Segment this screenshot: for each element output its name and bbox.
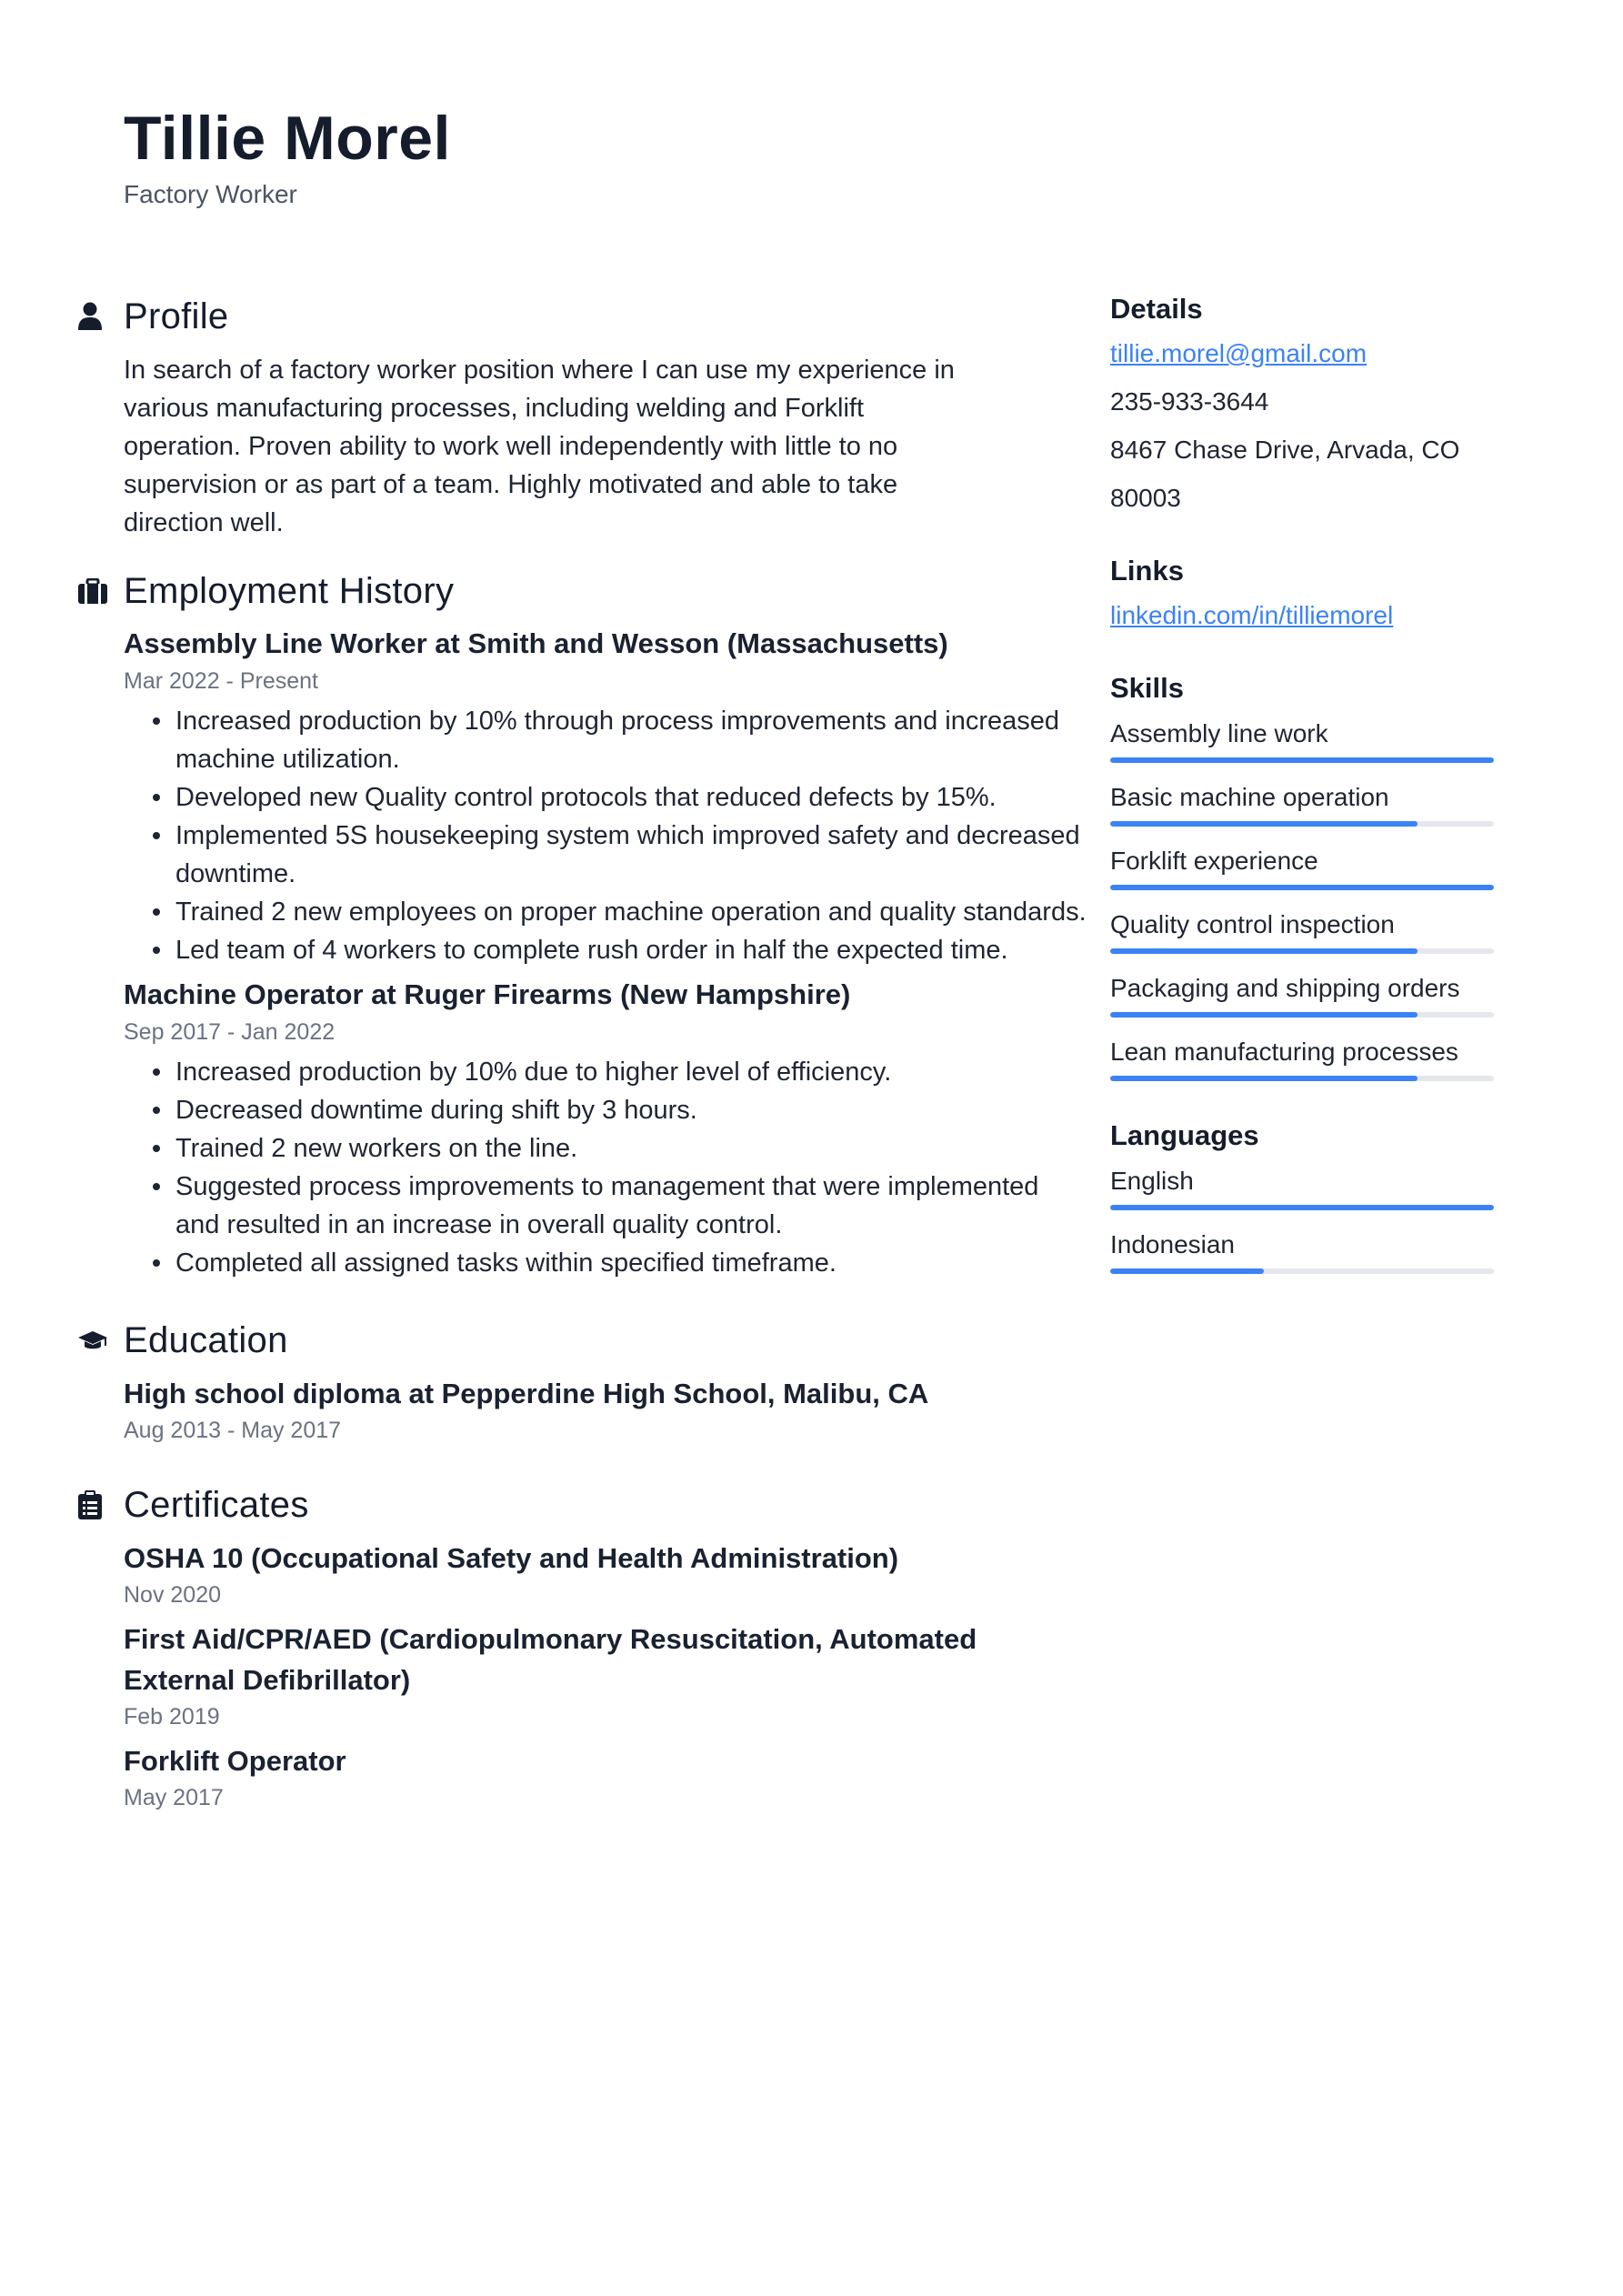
job-list — [124, 624, 1087, 1282]
certificate-title: First Aid/CPR/AED (Cardiopulmonary Resuscitation, Automated External Defibrillator) — [124, 1623, 977, 1696]
skill-label: Basic machine operation — [1110, 783, 1389, 811]
language-item — [1110, 1163, 1519, 1210]
certificate-date: Nov 2020 — [124, 1582, 222, 1608]
language-label: English — [1110, 1167, 1194, 1195]
skills-heading: Skills — [1110, 672, 1184, 704]
details-section — [1110, 289, 1519, 522]
details-heading: Details — [1110, 293, 1203, 325]
candidate-title: Factory Worker — [124, 180, 297, 208]
job-title: Machine Operator at Ruger Firearms (New Hampshire) — [124, 978, 851, 1010]
job-bullet-list — [124, 1053, 1040, 1282]
sidebar — [1110, 289, 1519, 1303]
skill-level-bar — [1110, 1076, 1494, 1081]
skill-level-bar — [1110, 948, 1494, 954]
main-column — [76, 289, 1087, 1821]
links-heading: Links — [1110, 555, 1184, 587]
job-title: Assembly Line Worker at Smith and Wesson (Massachusetts) — [124, 627, 948, 659]
skill-level-bar — [1110, 821, 1494, 827]
language-level-fill — [1110, 1205, 1494, 1210]
job-dates: Sep 2017 - Jan 2022 — [124, 1019, 336, 1045]
skill-label: Assembly line work — [1110, 719, 1328, 747]
email-link[interactable]: tillie.morel@gmail.com — [1110, 339, 1368, 367]
person-icon — [76, 302, 124, 331]
education-section — [76, 1313, 1040, 1447]
certificate-date: May 2017 — [124, 1785, 224, 1810]
candidate-name: Tillie Morel — [124, 104, 451, 173]
skill-level-bar — [1110, 885, 1494, 890]
job-bullet: Decreased downtime during shift by 3 hours. — [124, 1091, 1087, 1129]
education-heading: Education — [124, 1319, 288, 1360]
profile-section — [76, 289, 1040, 542]
address: 8467 Chase Drive, Arvada, CO 80003 — [1110, 436, 1460, 512]
job-bullet: Led team of 4 workers to complete rush order in half the expected time. — [124, 931, 1087, 969]
job-dates: Mar 2022 - Present — [124, 668, 318, 694]
skills-section — [1110, 668, 1519, 1081]
certificate-list — [124, 1538, 1040, 1814]
profile-text: In search of a factory worker position where I can use my experience in various manufacturing processes, including welding and Forklift operation. Proven ability to work well independently with little to no supervision or as part of a team. Highly motivated and able to take direction well. — [124, 356, 955, 537]
language-list — [1110, 1163, 1519, 1274]
skill-level-fill — [1110, 948, 1418, 954]
profile-heading: Profile — [124, 296, 229, 336]
skill-label: Forklift experience — [1110, 847, 1318, 875]
certificates-header — [76, 1478, 1040, 1532]
graduation-cap-icon — [76, 1329, 124, 1351]
certificate-title: OSHA 10 (Occupational Safety and Health Administration) — [124, 1542, 899, 1574]
job-bullet: Increased production by 10% due to higher level of efficiency. — [124, 1053, 1087, 1091]
job-bullet: Implemented 5S housekeeping system which improved safety and decreased downtime. — [124, 817, 1087, 893]
skill-level-bar — [1110, 757, 1494, 763]
language-item — [1110, 1227, 1519, 1274]
job-entry — [124, 624, 1087, 969]
languages-heading: Languages — [1110, 1119, 1259, 1151]
certificate-title: Forklift Operator — [124, 1745, 346, 1777]
profile-header — [76, 289, 1040, 344]
certificate-date: Feb 2019 — [124, 1704, 220, 1730]
language-level-bar — [1110, 1205, 1494, 1210]
linkedin-link[interactable]: linkedin.com/in/tilliemorel — [1110, 601, 1394, 629]
employment-section — [76, 564, 1087, 1282]
skill-item — [1110, 1034, 1519, 1081]
skill-label: Packaging and shipping orders — [1110, 974, 1460, 1002]
employment-heading: Employment History — [124, 570, 455, 611]
languages-section — [1110, 1116, 1519, 1274]
skill-item — [1110, 907, 1519, 954]
skill-label: Lean manufacturing processes — [1110, 1038, 1458, 1066]
resume-header — [124, 98, 451, 209]
job-bullet: Increased production by 10% through process improvements and increased machine utilization. — [124, 702, 1087, 778]
certificates-section — [76, 1478, 1040, 1814]
skill-level-fill — [1110, 885, 1494, 890]
phone-number: 235-933-3644 — [1110, 387, 1269, 416]
education-header — [76, 1313, 1040, 1368]
language-level-bar — [1110, 1268, 1494, 1274]
language-level-fill — [1110, 1268, 1264, 1274]
skill-list — [1110, 716, 1519, 1081]
job-bullet: Trained 2 new workers on the line. — [124, 1129, 1087, 1168]
job-bullet: Trained 2 new employees on proper machine operation and quality standards. — [124, 893, 1087, 931]
links-section — [1110, 551, 1519, 639]
education-dates: Aug 2013 - May 2017 — [124, 1418, 342, 1443]
job-bullet: Developed new Quality control protocols that reduced defects by 15%. — [124, 778, 1087, 817]
certificates-heading: Certificates — [124, 1484, 309, 1525]
education-list — [124, 1373, 1040, 1447]
skill-level-bar — [1110, 1012, 1494, 1018]
briefcase-icon — [76, 578, 124, 604]
job-bullet-list — [124, 702, 1087, 969]
job-bullet: Completed all assigned tasks within specified timeframe. — [124, 1244, 1087, 1282]
education-title: High school diploma at Pepperdine High School, Malibu, CA — [124, 1378, 929, 1409]
skill-item — [1110, 716, 1519, 763]
job-entry — [124, 975, 1040, 1282]
skill-level-fill — [1110, 1012, 1418, 1018]
skill-item — [1110, 843, 1519, 890]
employment-header — [76, 564, 1040, 618]
skill-level-fill — [1110, 1076, 1418, 1081]
skill-item — [1110, 779, 1519, 827]
skill-label: Quality control inspection — [1110, 910, 1395, 938]
language-label: Indonesian — [1110, 1230, 1236, 1258]
job-bullet: Suggested process improvements to management that were implemented and resulted in an increase in overall quality control. — [124, 1168, 1087, 1244]
skill-item — [1110, 970, 1519, 1018]
skill-level-fill — [1110, 757, 1494, 763]
clipboard-icon — [76, 1490, 124, 1519]
skill-level-fill — [1110, 821, 1418, 827]
